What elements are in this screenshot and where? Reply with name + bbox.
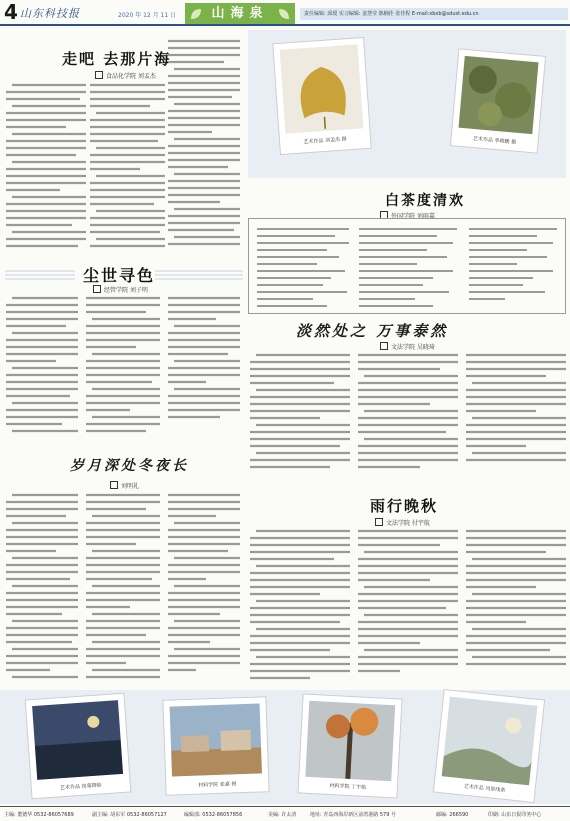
footer-printer: 印刷: 山东日报印务中心 (488, 812, 542, 818)
article-body (90, 82, 165, 252)
poem-frame (248, 218, 566, 314)
paper-name: 山东科技报 (20, 7, 80, 20)
photo-frame (450, 48, 546, 153)
campus-photo (170, 703, 262, 776)
article-title: 雨行晚秋 (370, 497, 439, 515)
landscape-photo (442, 697, 538, 786)
article-body (6, 295, 240, 445)
photo-frame (297, 693, 402, 798)
article-title: 尘世寻色 (83, 266, 156, 285)
footer-postcode: 邮编: 266590 (436, 812, 469, 818)
photo-caption: 艺术作品 李晓鹏 摄 (472, 135, 517, 146)
masthead (0, 0, 570, 24)
photo-frame (162, 696, 269, 796)
article-byline: 经管学院 刘子明 (93, 285, 148, 294)
article-body (250, 352, 566, 476)
photo-panel (248, 30, 566, 178)
tree-photo (305, 701, 395, 781)
foliage-photo (459, 56, 539, 134)
page-number: 4 (4, 0, 18, 24)
photo-caption: 材料学院 张嘉 摄 (198, 781, 237, 789)
photo-frame (272, 37, 372, 155)
ginkgo-leaf-icon (280, 44, 364, 133)
article-byline: 刘明礼 (110, 481, 139, 490)
article-title: 走吧 去那片海 (62, 50, 172, 68)
article-body (6, 492, 240, 688)
footer-editorial-office: 编辑部: 0532-86057856 (184, 812, 243, 818)
photo-caption: 艺术作品 刘孟杰 摄 (303, 136, 347, 146)
section-title: 山海泉 (211, 6, 269, 21)
photo-frame (433, 689, 545, 803)
footer-chief-editor: 主编: 董德华 0532-86057689 (4, 812, 74, 818)
masthead-rule (0, 24, 570, 26)
issue-date: 2020 年 12 月 11 日 (118, 12, 177, 19)
editor-credits: 责任编辑: 邱瑗 实习编辑: 姜慧莹 陈楠佳 张佳程 E-mail:xbxb@sdust.edu.cn (300, 8, 568, 20)
photo-caption: 材料学院 丁宇航 (329, 782, 367, 791)
footer-address: 地址: 青岛西海岸新区前湾港路 579 号 (310, 812, 396, 818)
footer-deputy-editor: 副主编: 胡东军 0532-86057127 (92, 812, 167, 818)
article-byline: 文法学院 付宇航 (375, 518, 430, 527)
photo-caption: 艺术作品 夜幕降临 (59, 782, 102, 792)
article-title: 白茶度清欢 (385, 193, 465, 209)
night-sky-photo (32, 700, 123, 780)
article-byline: 外国学院 刘雨嘉 (380, 211, 435, 220)
photo-strip (0, 690, 570, 804)
photo-caption: 艺术作品 风景线条 (463, 783, 506, 794)
article-body (6, 82, 86, 252)
article-byline: 食品化学院 刘孟杰 (95, 71, 156, 80)
footer-art-editor: 美编: 许太清 (268, 812, 297, 818)
leaf-icon (277, 7, 291, 21)
article-title: 淡然处之 万事泰然 (296, 322, 449, 340)
article-byline: 文法学院 吴晓琦 (380, 342, 435, 351)
photo-frame (25, 693, 132, 800)
section-banner (185, 3, 295, 25)
article-body (168, 38, 240, 252)
ginkgo-photo (280, 44, 364, 133)
footer (0, 806, 570, 821)
article-title: 岁月深处冬夜长 (70, 458, 189, 474)
article-body (250, 528, 566, 688)
